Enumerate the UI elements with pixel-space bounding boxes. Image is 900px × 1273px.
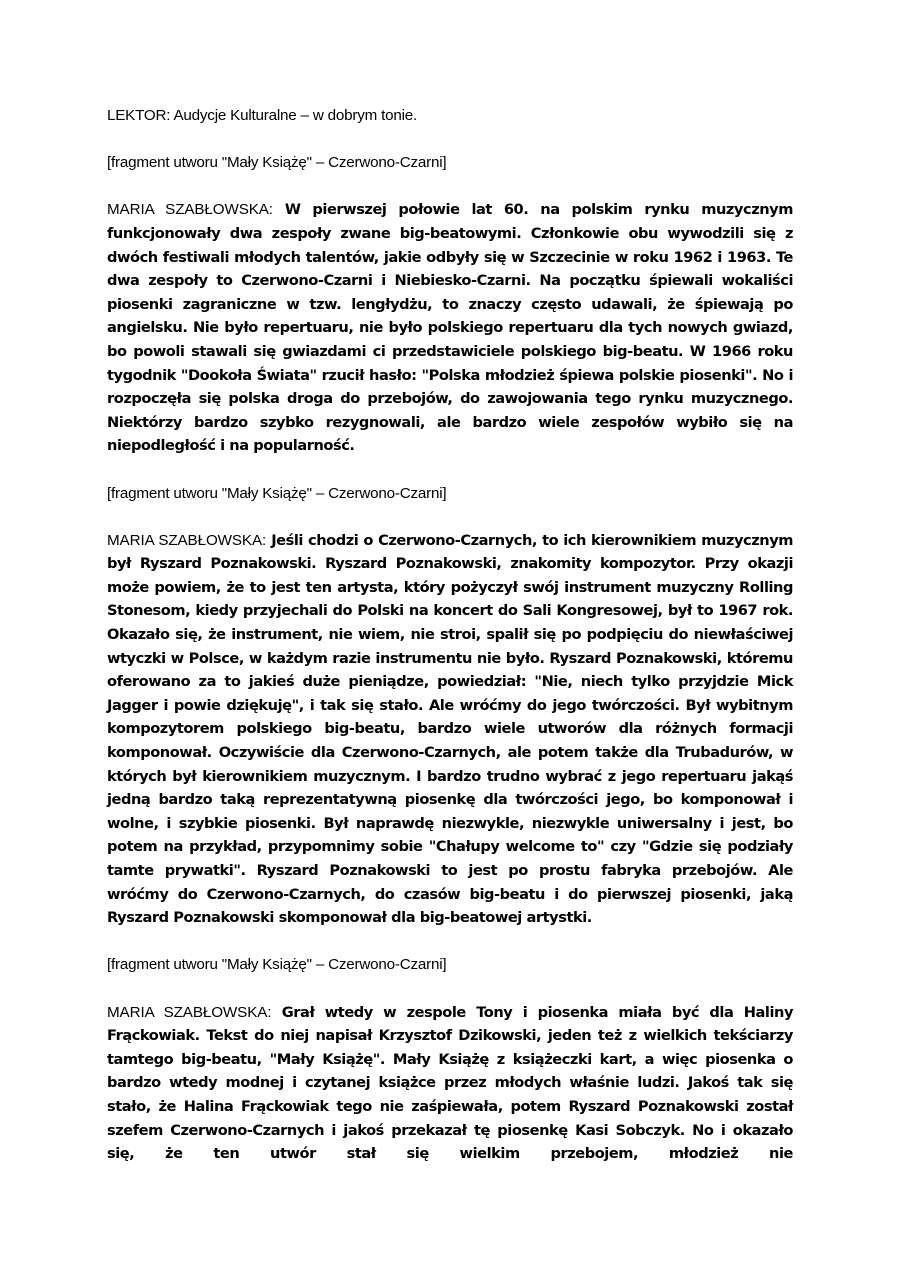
speech-text: W pierwszej połowie lat 60. na polskim rynku muzycznym funkcjonowały dwa zespoły zwane big-beatowymi. Członkowie obu wywodzili się z dwóch festiwali młodych talentów, jakie odbyły się w Szczecinie w roku 1962 i 1963. Te dwa zespoły to Czerwono-Czarni i Niebiesko-Czarni. Na początku śpiewali wokaliści piosenki zagraniczne w tzw. lengłydżu, to znaczy często udawali, że śpiewają po angielsku. Nie było repertuaru, nie było polskiego repertuaru dla tych nowych gwiazd, bo powoli stawali się gwiazdami ci przedstawiciele polskiego big-beatu. W 1966 roku tygodnik "Dookoła Świata" rzucił hasło: "Polska młodzież śpiewa polskie piosenki". No i rozpoczęła się polska droga do przebojów, do zawojowania tego rynku muzycznego. Niektórzy bardzo szybko rezygnowali, ale bardzo wiele zespołów wybiło się na niepodległość i na popularność. [107, 201, 793, 455]
narrator-line: LEKTOR: Audycje Kulturalne – w dobrym tonie. [107, 107, 418, 124]
speech-paragraph [107, 529, 793, 930]
music-fragment-note: [fragment utworu "Mały Książę" – Czerwono-Czarni] [107, 484, 447, 502]
speech-text: Jeśli chodzi o Czerwono-Czarnych, to ich kierownikiem muzycznym był Ryszard Poznakowski. Ryszard Poznakowski, znakomity kompozytor. Przy okazji może powiem, że to jest ten artysta, który pożyczył swój instrument muzyczny Rolling Stonesom, kiedy przyjechali do Polski na koncert do Sali Kongresowej, był to 1967 rok. Okazało się, że instrument, nie wiem, nie stroi, spalił się po podpięciu do niewłaściwej wtyczki w Polsce, w każdym razie instrumentu nie było. Ryszard Poznakowski, któremu oferowano za to jakieś duże pieniądze, powiedział: "Nie, niech tylko przyjdzie Mick Jagger i powie dziękuję", i tak się stało. Ale wróćmy do jego twórczości. Był wybitnym kompozytorem polskiego big-beatu, bardzo wiele utworów dla różnych formacji komponował. Oczywiście dla Czerwono-Czarnych, ale potem także dla Trubadurów, w których był kierownikiem muzycznym. I bardzo trudno wybrać z jego repertuaru jakąś jedną bardzo taką reprezentatywną piosenkę dla twórczości jego, bo komponował i wolne, i szybkie piosenki. Był naprawdę niezwykle, niezwykle uniwersalny i jest, bo potem na przykład, przypomnimy sobie "Chałupy welcome to" czy "Gdzie się podziały tamte prywatki". Ryszard Poznakowski to jest po prostu fabryka przebojów. Ale wróćmy do Czerwono-Czarnych, do czasów big-beatu i do pierwszej piosenki, jaką Ryszard Poznakowski skomponował dla big-beatowej artystki. [107, 531, 794, 927]
speaker-label: MARIA SZABŁOWSKA: [107, 201, 273, 219]
speaker-label: MARIA SZABŁOWSKA: [107, 1003, 272, 1021]
speech-paragraph [107, 198, 793, 458]
music-fragment-note: [fragment utworu "Mały Książę" – Czerwono-Czarni] [107, 956, 447, 974]
speech-text: Grał wtedy w zespole Tony i piosenka miała być dla Haliny Frąckowiak. Tekst do niej napisał Krzysztof Dzikowski, jeden też z wielkich tekściarzy tamtego big-beatu, "Mały Książę". Mały Książę z książeczki kart, a więc piosenka o bardzo wtedy modnej i czytanej książce przez młodych właśnie ludzi. Jakoś tak się stało, że Halina Frąckowiak tego nie zaśpiewała, potem Ryszard Poznakowski został szefem Czerwono-Czarnych i jakoś przekazał tę piosenkę Kasi Sobczyk. No i okazało się, że ten utwór stał się wielkim przebojem, młodzież nie [107, 1003, 794, 1163]
speech-paragraph [107, 1001, 793, 1166]
document-page [107, 104, 793, 1189]
music-fragment-note: [fragment utworu "Mały Książę" – Czerwono-Czarni] [107, 154, 447, 172]
speaker-label: MARIA SZABŁOWSKA: [107, 531, 267, 549]
